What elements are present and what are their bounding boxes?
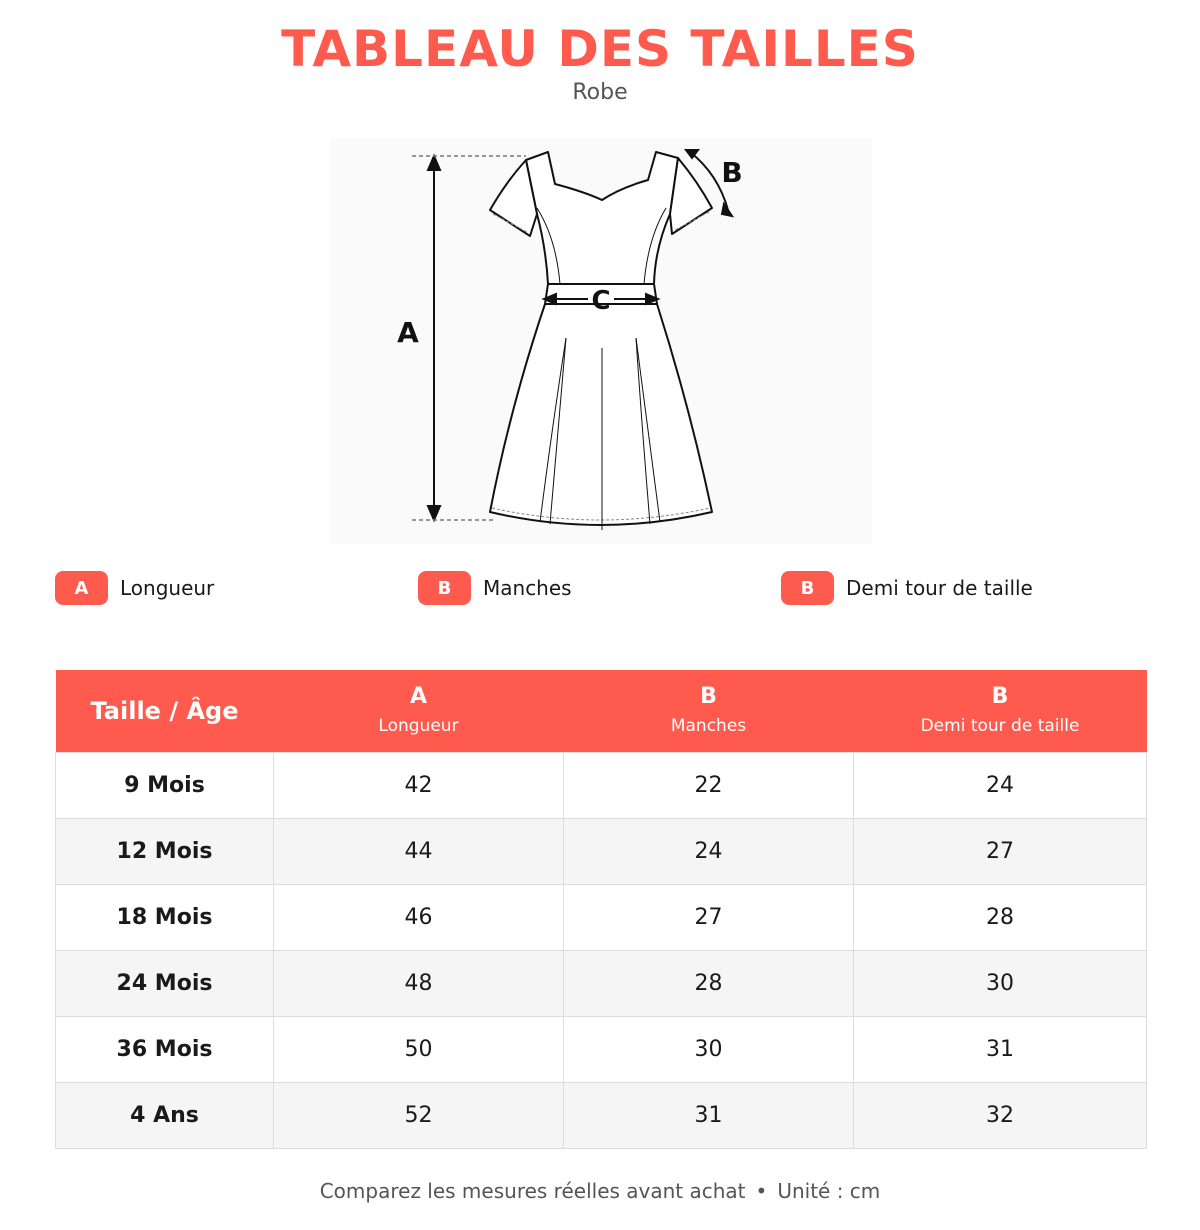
legend-badge: A — [55, 571, 108, 605]
legend-item-waist — [781, 570, 1033, 606]
dress-bodice — [526, 152, 678, 284]
table-row — [56, 951, 1147, 1017]
value-cell: 44 — [274, 819, 564, 885]
measure-b-label: B — [721, 156, 743, 189]
header-letter: B — [700, 684, 717, 709]
footer-unit: Unité : cm — [777, 1179, 881, 1203]
legend-label: Manches — [483, 576, 572, 600]
value-cell: 30 — [564, 1017, 854, 1083]
value-cell: 27 — [564, 885, 854, 951]
table-row — [56, 885, 1147, 951]
legend-label: Demi tour de taille — [846, 576, 1033, 600]
page-subtitle: Robe — [572, 80, 628, 105]
footer-text: Comparez les mesures réelles avant achat — [319, 1179, 746, 1203]
size-cell: 4 Ans — [56, 1083, 274, 1149]
footer-note — [0, 1176, 1200, 1206]
header-letter: A — [409, 684, 428, 709]
legend-label: Longueur — [120, 576, 215, 600]
size-cell: 24 Mois — [56, 951, 274, 1017]
value-cell: 31 — [854, 1017, 1147, 1083]
header-sleeves — [564, 670, 854, 753]
size-cell: 36 Mois — [56, 1017, 274, 1083]
table-header-row — [56, 670, 1147, 753]
value-cell: 22 — [564, 753, 854, 819]
header-letter: B — [991, 684, 1009, 709]
value-cell: 50 — [274, 1017, 564, 1083]
header-label: Longueur — [378, 716, 459, 736]
value-cell: 52 — [274, 1083, 564, 1149]
size-cell: 12 Mois — [56, 819, 274, 885]
value-cell: 28 — [854, 885, 1147, 951]
value-cell: 24 — [854, 753, 1147, 819]
value-cell: 24 — [564, 819, 854, 885]
value-cell: 27 — [854, 819, 1147, 885]
header-size-age: Taille / Âge — [56, 670, 274, 753]
legend-item-sleeves — [418, 570, 572, 606]
dress-diagram — [330, 138, 872, 544]
value-cell: 30 — [854, 951, 1147, 1017]
page-title: TABLEAU DES TAILLES — [281, 20, 919, 78]
table-row — [56, 1083, 1147, 1149]
header-length — [274, 670, 564, 753]
legend-item-length — [55, 570, 214, 606]
legend-badge: B — [418, 571, 471, 605]
value-cell: 46 — [274, 885, 564, 951]
table-row — [56, 819, 1147, 885]
header-label: Manches — [670, 716, 747, 736]
footer-separator: • — [755, 1179, 768, 1203]
dress-right-sleeve — [670, 158, 712, 234]
legend-badge: B — [781, 571, 834, 605]
size-cell: 9 Mois — [56, 753, 274, 819]
size-cell: 18 Mois — [56, 885, 274, 951]
measure-a-label: A — [397, 316, 419, 349]
header-label: Demi tour de taille — [920, 716, 1080, 736]
size-table — [55, 670, 1147, 1149]
measure-a-arrow — [428, 156, 440, 520]
table-row — [56, 1017, 1147, 1083]
value-cell: 48 — [274, 951, 564, 1017]
table-row — [56, 753, 1147, 819]
value-cell: 31 — [564, 1083, 854, 1149]
measure-c-label: C — [591, 286, 611, 316]
dress-skirt — [490, 304, 712, 525]
legend — [55, 570, 1155, 606]
header-waist — [854, 670, 1147, 753]
value-cell: 42 — [274, 753, 564, 819]
value-cell: 32 — [854, 1083, 1147, 1149]
value-cell: 28 — [564, 951, 854, 1017]
